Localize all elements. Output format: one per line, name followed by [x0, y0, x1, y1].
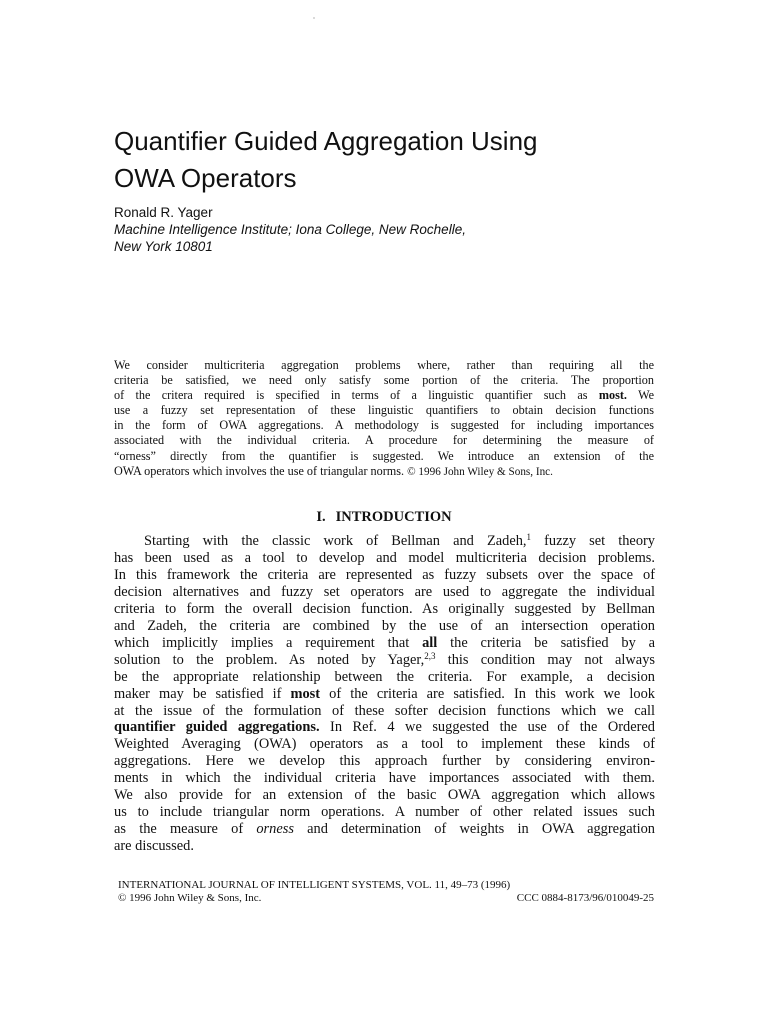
- body-line: us to include triangular norm operations. A number of other related issues such: [114, 804, 655, 821]
- abstract-bold-most: most.: [598, 388, 627, 403]
- abstract-line: associated with the individual criteria. A procedure for determining the measure of: [114, 433, 654, 448]
- abstract-line: use a fuzzy set representation of these linguistic quantifiers to obtain decision functions: [114, 403, 654, 418]
- bold-most: most: [290, 685, 321, 702]
- bold-all: all: [422, 634, 438, 651]
- author-affiliation: [114, 221, 674, 255]
- abstract: [114, 358, 654, 480]
- body-line: are discussed.: [114, 838, 194, 855]
- journal-citation: INTERNATIONAL JOURNAL OF INTELLIGENT SYSTEMS, VOL. 11, 49–73 (1996): [118, 879, 511, 891]
- citation-superscript: 2,3: [424, 650, 436, 661]
- body-line: [114, 821, 655, 838]
- abstract-line: criteria be satisfied, we need only satisfy some portion of the criteria. The proportion: [114, 373, 654, 388]
- body-text: of the criteria are satisfied. In this work we look: [320, 685, 655, 702]
- body-line: decision alternatives and fuzzy set operators are used to aggregate the individual: [114, 583, 655, 600]
- body-text: which implicitly implies a requirement that: [114, 634, 423, 651]
- abstract-line: [114, 464, 654, 480]
- body-text: fuzzy set theory: [531, 533, 656, 549]
- body-line: [114, 635, 655, 652]
- affiliation-line-2: New York 10801: [114, 239, 213, 254]
- body-line: has been used as a tool to develop and model multicriteria decision problems.: [114, 549, 655, 566]
- footer-copyright: © 1996 John Wiley & Sons, Inc.: [118, 892, 262, 904]
- abstract-text: We: [626, 388, 655, 403]
- bold-quantifier-guided: quantifier guided aggregations.: [114, 719, 320, 736]
- body-line: ments in which the individual criteria have importances associated with them.: [114, 770, 655, 787]
- title-line-1: Quantifier Guided Aggregation Using: [114, 126, 538, 156]
- body-line: [114, 686, 655, 703]
- body-text: and determination of weights in OWA aggregation: [293, 821, 655, 838]
- abstract-line: We consider multicriteria aggregation problems where, rather than requiring all the: [114, 358, 654, 372]
- abstract-line: “orness” directly from the quantifier is suggested. We introduce an extension of the: [114, 448, 654, 463]
- introduction-paragraph: [114, 533, 655, 855]
- body-line: Weighted Averaging (OWA) operators as a tool to implement these kinds of: [114, 736, 655, 753]
- abstract-text: of the critera required is specified in terms of a linguistic quantifier such as: [114, 388, 588, 403]
- citation-superscript: 1: [526, 532, 532, 542]
- body-line: be the appropriate relationship between the criteria. For example, a decision: [114, 668, 655, 685]
- section-title: INTRODUCTION: [335, 509, 452, 525]
- paper-title: [114, 123, 674, 197]
- section-number: I.: [316, 509, 326, 525]
- body-line: and Zadeh, the criteria are combined by the use of an intersection operation: [114, 617, 655, 634]
- body-line: aggregations. Here we develop this approach further by considering environ-: [114, 753, 655, 770]
- body-line: [114, 719, 655, 736]
- author-name: Ronald R. Yager: [114, 205, 213, 220]
- body-line: [114, 652, 655, 669]
- abstract-text: OWA operators which involves the use of triangular norms.: [114, 463, 405, 478]
- journal-footer: [118, 879, 654, 905]
- body-line: [114, 533, 655, 550]
- section-heading: [0, 509, 768, 526]
- affiliation-line-1: Machine Intelligence Institute; Iona College, New Rochelle,: [114, 222, 466, 237]
- body-line: In this framework the criteria are represented as fuzzy subsets over the space of: [114, 566, 655, 583]
- body-text: maker may be satisfied if: [114, 685, 291, 702]
- abstract-line: [114, 388, 654, 403]
- abstract-line: in the form of OWA aggregations. A methodology is suggested for including importances: [114, 418, 654, 433]
- footer-row: [118, 892, 654, 905]
- title-line-2: OWA Operators: [114, 163, 297, 193]
- abstract-copyright: © 1996 John Wiley & Sons, Inc.: [407, 465, 553, 478]
- italic-orness: orness: [256, 821, 294, 838]
- body-line: We also provide for an extension of the basic OWA aggregation which allows: [114, 787, 655, 804]
- body-text: Starting with the classic work of Bellman and Zadeh,: [144, 533, 527, 549]
- body-line: at the issue of the formulation of these softer decision functions which we call: [114, 702, 655, 719]
- scan-speck: [313, 17, 315, 19]
- body-text: solution to the problem. As noted by Yager,: [114, 651, 425, 668]
- body-text: as the measure of: [114, 821, 257, 838]
- body-text: In Ref. 4 we suggested the use of the Ordered: [319, 719, 655, 736]
- body-text: this condition may not always: [435, 651, 655, 668]
- footer-ccc-code: CCC 0884-8173/96/010049-25: [516, 892, 654, 904]
- body-text: the criteria be satisfied by a: [437, 634, 655, 651]
- body-line: criteria to form the overall decision function. As originally suggested by Bellman: [114, 600, 655, 617]
